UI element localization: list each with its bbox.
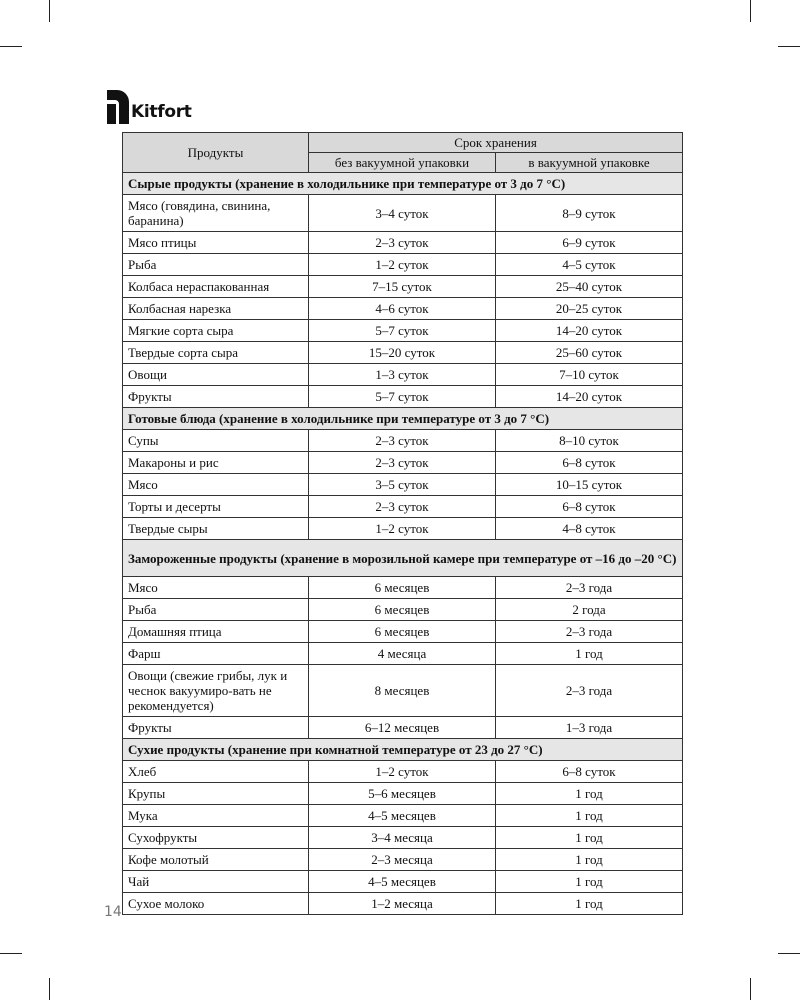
with-vacuum-cell: 6–8 суток bbox=[496, 496, 683, 518]
with-vacuum-cell: 6–9 суток bbox=[496, 232, 683, 254]
with-vacuum-cell: 1–3 года bbox=[496, 717, 683, 739]
crop-mark bbox=[750, 0, 751, 22]
section-header-row bbox=[123, 739, 683, 761]
section-title: Готовые блюда (хранение в холодильнике при температуре от 3 до 7 °C) bbox=[123, 408, 683, 430]
product-cell: Твердые сыры bbox=[123, 518, 309, 540]
table-row bbox=[123, 871, 683, 893]
table-row bbox=[123, 827, 683, 849]
header-products: Продукты bbox=[123, 133, 309, 173]
crop-mark bbox=[0, 46, 22, 47]
without-vacuum-cell: 2–3 суток bbox=[309, 452, 496, 474]
brand-logo bbox=[107, 84, 192, 124]
table-row bbox=[123, 195, 683, 232]
page-number: 14 bbox=[104, 904, 122, 920]
without-vacuum-cell: 6 месяцев bbox=[309, 599, 496, 621]
with-vacuum-cell: 25–60 суток bbox=[496, 342, 683, 364]
with-vacuum-cell: 1 год bbox=[496, 643, 683, 665]
without-vacuum-cell: 2–3 суток bbox=[309, 232, 496, 254]
without-vacuum-cell: 8 месяцев bbox=[309, 665, 496, 717]
with-vacuum-cell: 7–10 суток bbox=[496, 364, 683, 386]
table-row bbox=[123, 518, 683, 540]
without-vacuum-cell: 2–3 суток bbox=[309, 496, 496, 518]
without-vacuum-cell: 3–4 месяца bbox=[309, 827, 496, 849]
with-vacuum-cell: 10–15 суток bbox=[496, 474, 683, 496]
table-row bbox=[123, 430, 683, 452]
with-vacuum-cell: 1 год bbox=[496, 827, 683, 849]
crop-mark bbox=[0, 953, 22, 954]
table-row bbox=[123, 761, 683, 783]
product-cell: Домашняя птица bbox=[123, 621, 309, 643]
crop-mark bbox=[778, 953, 800, 954]
product-cell: Кофе молотый bbox=[123, 849, 309, 871]
header-without-vacuum: без вакуумной упаковки bbox=[309, 153, 496, 173]
storage-time-table bbox=[122, 132, 683, 915]
product-cell: Колбаса нераспакованная bbox=[123, 276, 309, 298]
with-vacuum-cell: 2–3 года bbox=[496, 577, 683, 599]
product-cell: Мука bbox=[123, 805, 309, 827]
with-vacuum-cell: 1 год bbox=[496, 893, 683, 915]
without-vacuum-cell: 3–5 суток bbox=[309, 474, 496, 496]
section-title: Сухие продукты (хранение при комнатной температуре от 23 до 27 °C) bbox=[123, 739, 683, 761]
product-cell: Сухое молоко bbox=[123, 893, 309, 915]
without-vacuum-cell: 6 месяцев bbox=[309, 577, 496, 599]
product-cell: Торты и десерты bbox=[123, 496, 309, 518]
table-row bbox=[123, 717, 683, 739]
without-vacuum-cell: 5–6 месяцев bbox=[309, 783, 496, 805]
without-vacuum-cell: 2–3 месяца bbox=[309, 849, 496, 871]
product-cell: Твердые сорта сыра bbox=[123, 342, 309, 364]
product-cell: Мясо bbox=[123, 474, 309, 496]
without-vacuum-cell: 5–7 суток bbox=[309, 320, 496, 342]
without-vacuum-cell: 4–5 месяцев bbox=[309, 871, 496, 893]
product-cell: Супы bbox=[123, 430, 309, 452]
table-row bbox=[123, 893, 683, 915]
table-row bbox=[123, 783, 683, 805]
without-vacuum-cell: 6 месяцев bbox=[309, 621, 496, 643]
product-cell: Овощи bbox=[123, 364, 309, 386]
table-row bbox=[123, 254, 683, 276]
table-row bbox=[123, 805, 683, 827]
with-vacuum-cell: 2–3 года bbox=[496, 665, 683, 717]
product-cell: Макароны и рис bbox=[123, 452, 309, 474]
table-body bbox=[123, 173, 683, 915]
section-title: Замороженные продукты (хранение в морозильной камере при температуре от –16 до –20 °C) bbox=[123, 540, 683, 577]
table-row bbox=[123, 643, 683, 665]
table-row bbox=[123, 665, 683, 717]
without-vacuum-cell: 2–3 суток bbox=[309, 430, 496, 452]
without-vacuum-cell: 4–5 месяцев bbox=[309, 805, 496, 827]
table-row bbox=[123, 386, 683, 408]
table-row bbox=[123, 342, 683, 364]
crop-mark bbox=[750, 978, 751, 1000]
with-vacuum-cell: 8–10 суток bbox=[496, 430, 683, 452]
crop-mark bbox=[778, 46, 800, 47]
brand-name: Kitfort bbox=[131, 102, 192, 122]
without-vacuum-cell: 1–2 суток bbox=[309, 761, 496, 783]
with-vacuum-cell: 2 года bbox=[496, 599, 683, 621]
product-cell: Мясо птицы bbox=[123, 232, 309, 254]
table-row bbox=[123, 298, 683, 320]
table-row bbox=[123, 232, 683, 254]
header-with-vacuum: в вакуумной упаковке bbox=[496, 153, 683, 173]
with-vacuum-cell: 1 год bbox=[496, 805, 683, 827]
table-row bbox=[123, 276, 683, 298]
table-row bbox=[123, 364, 683, 386]
product-cell: Фрукты bbox=[123, 386, 309, 408]
kitfort-logo-icon bbox=[107, 90, 129, 124]
with-vacuum-cell: 1 год bbox=[496, 849, 683, 871]
product-cell: Мясо (говядина, свинина, баранина) bbox=[123, 195, 309, 232]
product-cell: Чай bbox=[123, 871, 309, 893]
with-vacuum-cell: 1 год bbox=[496, 871, 683, 893]
with-vacuum-cell: 6–8 суток bbox=[496, 761, 683, 783]
with-vacuum-cell: 14–20 суток bbox=[496, 320, 683, 342]
product-cell: Рыба bbox=[123, 599, 309, 621]
product-cell: Мягкие сорта сыра bbox=[123, 320, 309, 342]
without-vacuum-cell: 1–2 месяца bbox=[309, 893, 496, 915]
crop-mark bbox=[49, 978, 50, 1000]
table-row bbox=[123, 849, 683, 871]
crop-mark bbox=[49, 0, 50, 22]
table-row bbox=[123, 452, 683, 474]
without-vacuum-cell: 1–3 суток bbox=[309, 364, 496, 386]
with-vacuum-cell: 2–3 года bbox=[496, 621, 683, 643]
without-vacuum-cell: 7–15 суток bbox=[309, 276, 496, 298]
product-cell: Колбасная нарезка bbox=[123, 298, 309, 320]
table-row bbox=[123, 474, 683, 496]
without-vacuum-cell: 15–20 суток bbox=[309, 342, 496, 364]
without-vacuum-cell: 4–6 суток bbox=[309, 298, 496, 320]
with-vacuum-cell: 4–5 суток bbox=[496, 254, 683, 276]
table-row bbox=[123, 599, 683, 621]
product-cell: Рыба bbox=[123, 254, 309, 276]
with-vacuum-cell: 8–9 суток bbox=[496, 195, 683, 232]
product-cell: Овощи (свежие грибы, лук и чеснок вакуумиро-вать не рекомендуется) bbox=[123, 665, 309, 717]
section-header-row bbox=[123, 173, 683, 195]
with-vacuum-cell: 25–40 суток bbox=[496, 276, 683, 298]
table-row bbox=[123, 320, 683, 342]
with-vacuum-cell: 20–25 суток bbox=[496, 298, 683, 320]
product-cell: Крупы bbox=[123, 783, 309, 805]
table-row bbox=[123, 621, 683, 643]
product-cell: Фрукты bbox=[123, 717, 309, 739]
with-vacuum-cell: 6–8 суток bbox=[496, 452, 683, 474]
without-vacuum-cell: 3–4 суток bbox=[309, 195, 496, 232]
product-cell: Сухофрукты bbox=[123, 827, 309, 849]
without-vacuum-cell: 6–12 месяцев bbox=[309, 717, 496, 739]
product-cell: Хлеб bbox=[123, 761, 309, 783]
product-cell: Мясо bbox=[123, 577, 309, 599]
with-vacuum-cell: 4–8 суток bbox=[496, 518, 683, 540]
section-header-row bbox=[123, 540, 683, 577]
table-row bbox=[123, 496, 683, 518]
without-vacuum-cell: 5–7 суток bbox=[309, 386, 496, 408]
without-vacuum-cell: 1–2 суток bbox=[309, 254, 496, 276]
with-vacuum-cell: 14–20 суток bbox=[496, 386, 683, 408]
section-title: Сырые продукты (хранение в холодильнике при температуре от 3 до 7 °C) bbox=[123, 173, 683, 195]
without-vacuum-cell: 1–2 суток bbox=[309, 518, 496, 540]
with-vacuum-cell: 1 год bbox=[496, 783, 683, 805]
section-header-row bbox=[123, 408, 683, 430]
table-row bbox=[123, 577, 683, 599]
header-storage-time: Срок хранения bbox=[309, 133, 683, 153]
without-vacuum-cell: 4 месяца bbox=[309, 643, 496, 665]
product-cell: Фарш bbox=[123, 643, 309, 665]
